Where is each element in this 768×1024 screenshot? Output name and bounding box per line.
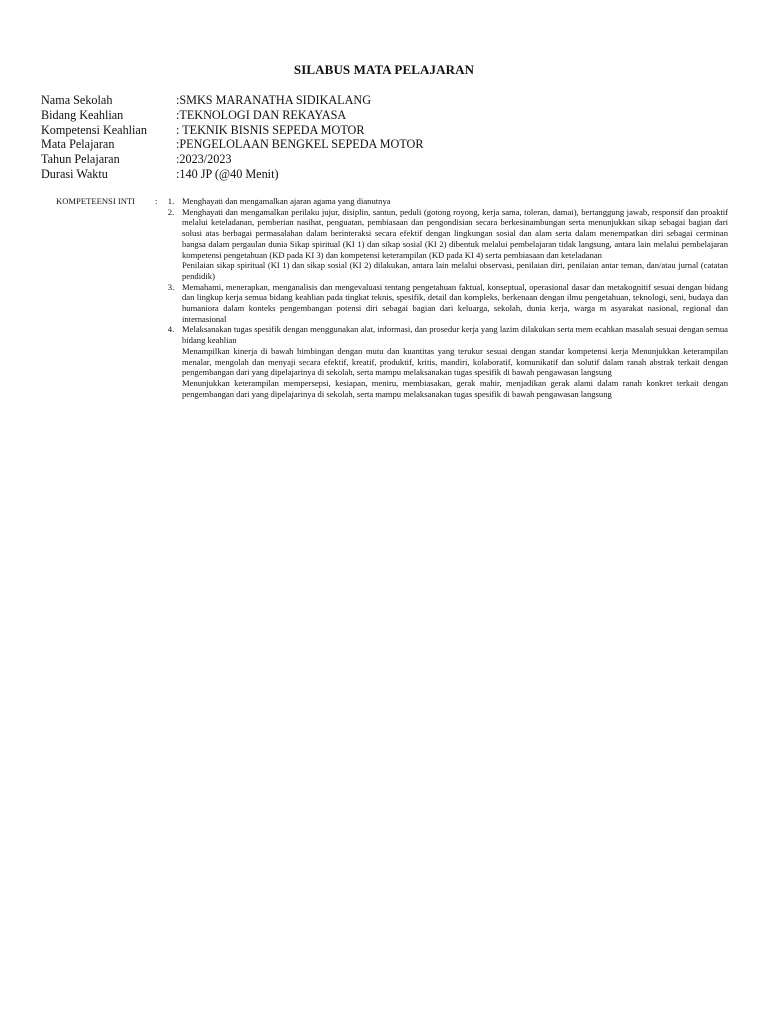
identity-value: :140 JP (@40 Menit)	[176, 166, 279, 181]
ki-item-1	[160, 196, 728, 207]
ki-number: 3.	[167, 281, 175, 292]
identity-row-year	[41, 152, 423, 167]
ki-colon: :	[155, 196, 158, 206]
identity-label: Tahun Pelajaran	[41, 152, 120, 167]
identity-row-competency	[41, 123, 423, 138]
identity-row-field	[41, 108, 423, 123]
ki-number: 1.	[167, 196, 175, 206]
document-title: SILABUS MATA PELAJARAN	[293, 62, 475, 77]
identity-row-school	[41, 93, 423, 108]
ki-paragraph: Menampilkan kinerja di bawah bimbingan dengan mutu dan kuantitas yang terukur sesuai dengan standar kompetensi kerja Menunjukkan keterampilan menalar, mengolah dan menyaji secara efektif, kreatif, produktif, kritis, mandiri, kolaboratif, komunikatif dan solutif dalam ranah abstrak terkait dengan pengembangan dari yang dipelajarinya di sekolah, serta mampu melaksanakan tugas spesifik di bawah pengawasan langsung	[182, 345, 728, 378]
ki-item-4	[160, 324, 728, 399]
identity-label: Durasi Waktu	[41, 166, 108, 181]
ki-item-2	[160, 207, 728, 282]
ki-paragraph: Penilaian sikap spiritual (KI 1) dan sikap sosial (KI 2) dilakukan, antara lain melalui observasi, penilaian diri, penilaian antar teman, dan/atau jurnal (catatan pendidik)	[182, 260, 728, 281]
ki-text	[182, 324, 728, 399]
identity-label: Bidang Keahlian	[41, 107, 124, 122]
identity-label: Mata Pelajaran	[41, 137, 115, 152]
identity-row-duration	[41, 167, 423, 182]
ki-paragraph: Memahami, menerapkan, menganalisis dan mengevaluasi tentang pengetahuan faktual, konseptual, operasional dasar dan metakognitif sesuai dengan bidang dan lingkup kerja semua bidang keahlian pada tingkat teknis, spesifik, detail dan kompleks, berkenaan dengan ilmu pengetahuan, teknologi, seni, budaya dan humaniora dalam konteks pengembangan potensi diri sebagai bagian dari keluarga, sekolah, dunia kerja, warga m asyarakat nasional, regional dan internasional	[182, 281, 728, 324]
identity-label: Kompetensi Keahlian	[41, 122, 147, 137]
identity-value: :2023/2023	[176, 152, 232, 167]
identity-row-subject	[41, 137, 423, 152]
identity-value: :SMKS MARANATHA SIDIKALANG	[176, 93, 372, 107]
identity-block	[41, 93, 423, 182]
ki-list	[160, 196, 728, 399]
identity-label: Nama Sekolah	[41, 93, 113, 107]
ki-text	[182, 207, 728, 282]
ki-paragraph: Menghayati dan mengamalkan ajaran agama yang dianutnya	[182, 196, 391, 206]
identity-value: :PENGELOLAAN BENGKEL SEPEDA MOTOR	[176, 137, 424, 152]
ki-text	[182, 282, 728, 325]
ki-section-label: KOMPETEENSI INTI	[56, 196, 136, 206]
ki-text	[182, 196, 728, 207]
ki-paragraph: Melaksanakan tugas spesifik dengan menggunakan alat, informasi, dan prosedur kerja yang lazim dilakukan serta mem ecahkan masalah sesuai dengan semua bidang keahlian	[182, 324, 728, 346]
ki-number: 2.	[167, 206, 175, 217]
identity-value: :TEKNOLOGI DAN REKAYASA	[176, 107, 347, 122]
identity-value: : TEKNIK BISNIS SEPEDA MOTOR	[176, 122, 365, 137]
ki-number: 4.	[167, 324, 175, 335]
ki-paragraph: Menghayati dan mengamalkan perilaku jujur, disiplin, santun, peduli (gotong royong, kerja sama, toleran, damai), bertanggung jawab, responsif dan proaktif melalui keteladanan, pemberian nasihat, penguatan, pembiasaan dan pengondisian secara berkesinambungan serta menunjukkan sikap sebagai bagian dari solusi atas berbagai permasalahan dalam berinteraksi secara efektif dengan lingkungan sosial dan alam serta dalam menempatkan diri sebagai cerminan bangsa dalam pergaulan dunia Sikap spiritual (KI 1) dan sikap sosial (KI 2) dibentuk melalui pembelajaran tidak langsung, antara lain melalui pembelajaran kompetensi pengetahuan (KD pada KI 3) dan kompetensi keterampilan (KD pada KI 4) serta pembiasaan dan keteladanan	[182, 206, 728, 260]
ki-paragraph: Menunjukkan keterampilan mempersepsi, kesiapan, meniru, membiasakan, gerak mahir, menjadikan gerak alami dalam ranah konkret terkait dengan pengembangan dari yang dipelajarinya di sekolah, serta mampu melaksanakan tugas spesifik di bawah pengawasan langsung	[182, 377, 728, 399]
ki-item-3	[160, 282, 728, 325]
